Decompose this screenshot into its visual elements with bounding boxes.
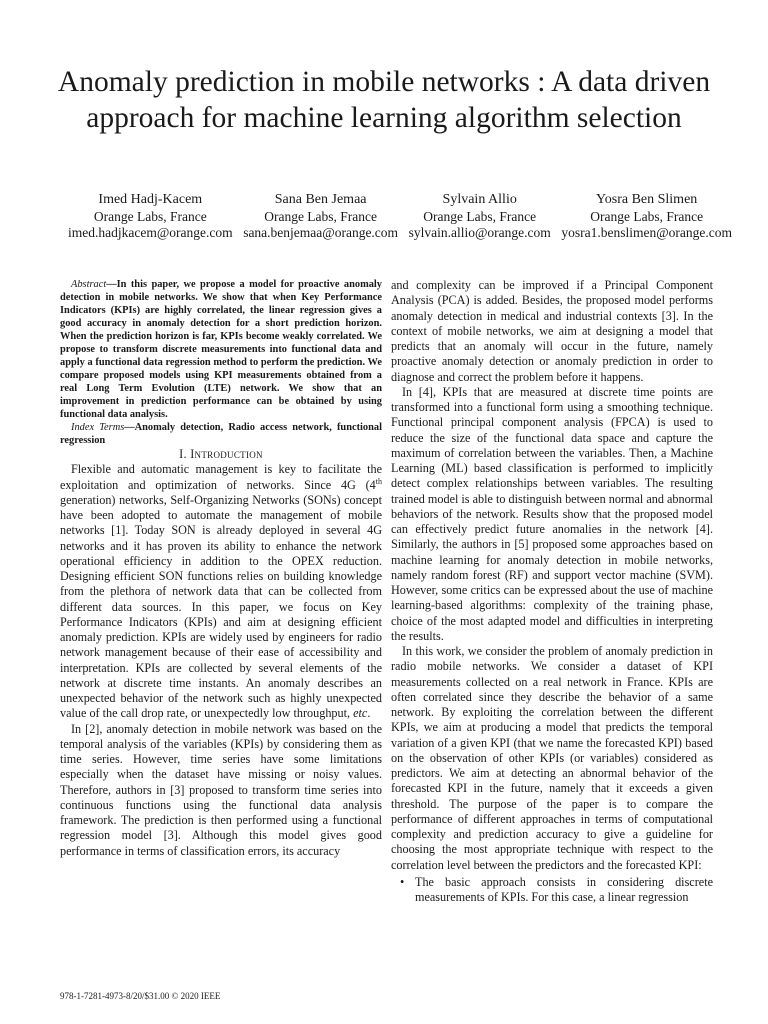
- author-name: Yosra Ben Slimen: [596, 192, 698, 207]
- section-number: I.: [179, 447, 191, 461]
- abstract-text: —In this paper, we propose a model for proactive anomaly detection in mobile networks. We show that when Key Performance Indicators (KPIs) are highly correlated, the linear regression gives a good accuracy in anomaly detection for a short prediction horizon. When the prediction horizon is far, KPIs become weakly correlated. We propose to transform discrete measurements into functional data and apply a functional data regression method to perform the prediction. We compare proposed models using KPI measurements obtained from a real Long Term Evolution (LTE) network. We show that an improvement in prediction performance can be obtained by using functional data analysis.: [60, 279, 382, 420]
- paragraph-text: .: [367, 706, 371, 721]
- intro-paragraph-1: [60, 462, 382, 721]
- bullet-icon: •: [400, 874, 405, 889]
- author-email: imed.hadjkacem@orange.com: [68, 225, 233, 240]
- index-terms-heading: Index Terms: [71, 422, 125, 433]
- author-affiliation: Orange Labs, France: [264, 208, 378, 224]
- left-column: [60, 278, 382, 859]
- paragraph-text: Flexible and automatic management is key to facilitate the exploitation and optimization of networks. Since 4G (4: [60, 462, 382, 492]
- author-2: [243, 192, 398, 242]
- intro-paragraph-3: and complexity can be improved if a Principal Component Analysis (PCA) is added. Besides, the proposed model performs anomaly detection in medical and industrial contexts [3]. In the context of mobile networks, we aim at designing a model that predicts that an anomaly will occur in the future, namely proactive anomaly detection or anomaly prediction in order to diagnose and correct the problem before it happens.: [391, 278, 713, 384]
- author-name: Sana Ben Jemaa: [274, 192, 367, 207]
- author-block: [68, 192, 732, 242]
- section-heading-introduction: [60, 447, 382, 462]
- section-title: Introduction: [190, 447, 263, 461]
- abstract: [60, 278, 382, 447]
- author-email: yosra1.benslimen@orange.com: [561, 225, 732, 240]
- list-item-text: The basic approach consists in considering discrete measurements of KPIs. For this case, a linear regression: [415, 874, 713, 904]
- index-terms-text: —Anomaly detection, Radio access network, functional regression: [60, 422, 382, 446]
- author-affiliation: Orange Labs, France: [590, 208, 704, 224]
- author-3: [409, 192, 551, 242]
- intro-paragraph-2: In [2], anomaly detection in mobile network was based on the temporal analysis of the variables (KPIs) by considering them as time series. However, time series have some limitations especially when the dataset have missing or noisy values. Therefore, authors in [3] proposed to transform time series into continuous functions using the functional data analysis framework. The prediction is then performed using a functional regression model [3]. Although this model gives good performance in terms of classification errors, its accuracy: [60, 721, 382, 858]
- author-1: [68, 192, 233, 242]
- right-column: [391, 278, 713, 905]
- author-email: sana.benjemaa@orange.com: [243, 225, 399, 240]
- author-name: Sylvain Allio: [442, 192, 517, 207]
- copyright-footer: 978-1-7281-4973-8/20/$31.00 © 2020 IEEE: [60, 991, 221, 1001]
- author-name: Imed Hadj-Kacem: [98, 192, 203, 207]
- abstract-heading: Abstract: [71, 279, 107, 290]
- list-item: [391, 875, 713, 906]
- paragraph-text: generation) networks, Self-Organizing Networks (SONs) concept have been adopted to automate the management of mobile networks [1]. Today SON is already deployed in several 4G networks and it has proven its ability to enhance the network operational efficiency in addition to the OPEX reduction. Designing efficient SON functions relies on building knowledge from the plethora of network data that can be collected from different data sources. In this paper, we focus on Key Performance Indicators (KPIs) and aim at designing efficient anomaly prediction. KPIs are widely used by engineers for radio network management because of their ease of accessibility and interpretation. KPIs are collected by several elements of the network at discrete time instants. An anomaly describes an unexpected behavior of the network such as highly unexpected value of the call drop rate, or unexpectedly low throughput,: [60, 492, 382, 721]
- approach-list: [391, 875, 713, 906]
- italic-etc: etc: [353, 706, 368, 721]
- intro-paragraph-4: In [4], KPIs that are measured at discrete time points are transformed into a functional form using a smoothing technique. Functional principal component analysis (FPCA) is used to reduce the size of the functional data space and capture the maximum of correlation between the variables. Then, a Machine Learning (ML) based classification is performed to implicitly detect complex relationships between variables. The resulting trained model is able to distinguish between normal and abnormal behaviors of the network. Results show that the proposed model can effectively predict future anomalies in the network [4]. Similarly, the authors in [5] proposed some approaches based on machine learning for anomaly detection in mobile networks, namely random forest (RF) and support vector machine (SVM). However, some critics can be expressed about the use of machine learning-based algorithms: complexity of the training phase, choice of the most adapted model and difficulties in interpreting the results.: [391, 384, 713, 643]
- author-affiliation: Orange Labs, France: [93, 208, 207, 224]
- superscript: th: [375, 476, 382, 486]
- intro-paragraph-5: In this work, we consider the problem of anomaly prediction in radio mobile networks. We consider a dataset of KPI measurements collected on a real network in France. KPIs are often correlated since they describe the behavior of a same network. By exploiting the correlation between the different KPIs, we aim at producing a model that predicts the temporal variation of a given KPI (that we name the forecasted KPI) based on the observation of other KPIs (or variables) considered as predictors. We aim at detecting an abnormal behavior of the forecasted KPI in the future, namely that it exceeds a given threshold. The purpose of the paper is to compare the performance of different approaches in terms of computational complexity and prediction accuracy to give a guideline for choosing the most appropriate technique with respect to the correlation level between the predictors and the forecasted KPI:: [391, 644, 713, 872]
- author-affiliation: Orange Labs, France: [423, 208, 537, 224]
- paper-title: Anomaly prediction in mobile networks : A data driven approach for machine learning algorithm selection: [57, 66, 711, 134]
- author-email: sylvain.allio@orange.com: [408, 225, 551, 240]
- author-4: [561, 192, 732, 242]
